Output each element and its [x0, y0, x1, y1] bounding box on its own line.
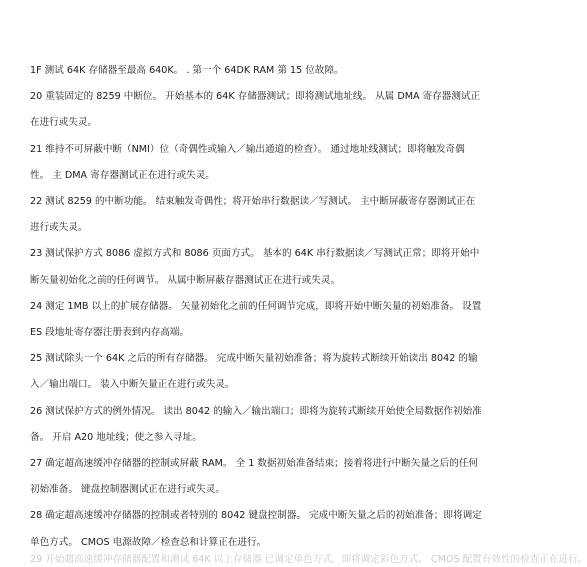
paragraph-28: 28 确定超高速缓冲存储器的控制或者特别的 8042 键盘控制器。 完成中断矢量之后的初始准备；即将调定单色方式。 CMOS 电源故障／检查总和计算正在进行。 — [30, 510, 482, 548]
paragraph-27: 27 确定超高速缓冲存储器的控制或屏蔽 RAM。 全 1 数据初始准备结束；接着将进行中断矢量之后的任何初始准备。 键盘控制器测试正在进行或失灵。 — [30, 458, 479, 496]
faded-cutoff-line: 29 开始超高速缓冲存储器配置和测试 64K 以上存储器 已调定单色方式，即将调定彩色方式。 CMOS 配置有效性的检查正在进行。 — [30, 554, 587, 565]
paragraph-25: 25 测试除头一个 64K 之后的所有存储器。 完成中断矢量初始准备；将为旋转式断续开始读出 8042 的输入／输出端口。 装入中断矢量正在进行或失灵。 — [30, 353, 478, 391]
paragraph-1f: 1F 测试 64K 存储器至最高 640K。 . 第一个 64DK RAM 第 15 位故障。 — [30, 65, 344, 76]
paragraph-26: 26 测试保护方式的例外情况。 读出 8042 的输入／输出端口；即将为旋转式断续开始使全局数据作初始准备。 开启 A20 地址线；使之参入寻址。 — [30, 405, 482, 443]
paragraph-22: 22 测试 8259 的中断功能。 结束触发奇偶性；将开始串行数据读／写测试。 主中断屏蔽寄存器测试正在进行或失灵。 — [30, 196, 476, 234]
document-body — [30, 58, 482, 556]
paragraph-23: 23 测试保护方式 8086 虚拟方式和 8086 页面方式。 基本的 64K 串行数据读／写测试正常；即将开始中断矢量初始化之前的任何调节。 从属中断屏蔽存器测试正在进行或失灵。 — [30, 248, 480, 286]
paragraph-20: 20 重装固定的 8259 中断位。 开始基本的 64K 存储器测试；即将测试地址线。 从属 DMA 寄存器测试正在进行或失灵。 — [30, 91, 481, 129]
paragraph-24: 24 测定 1MB 以上的扩展存储器。 矢量初始化之前的任何调节完成，即将开始中断矢量的初始准备。 设置 ES 段地址寄存器注册表到内存高端。 — [30, 300, 482, 339]
paragraph-21: 21 维持不可屏蔽中断（NMI）位（奇偶性或输入／输出通道的检查）。 通过地址线测试；即将触发奇偶性。 主 DMA 寄存器测试正在进行或失灵。 — [30, 143, 465, 181]
